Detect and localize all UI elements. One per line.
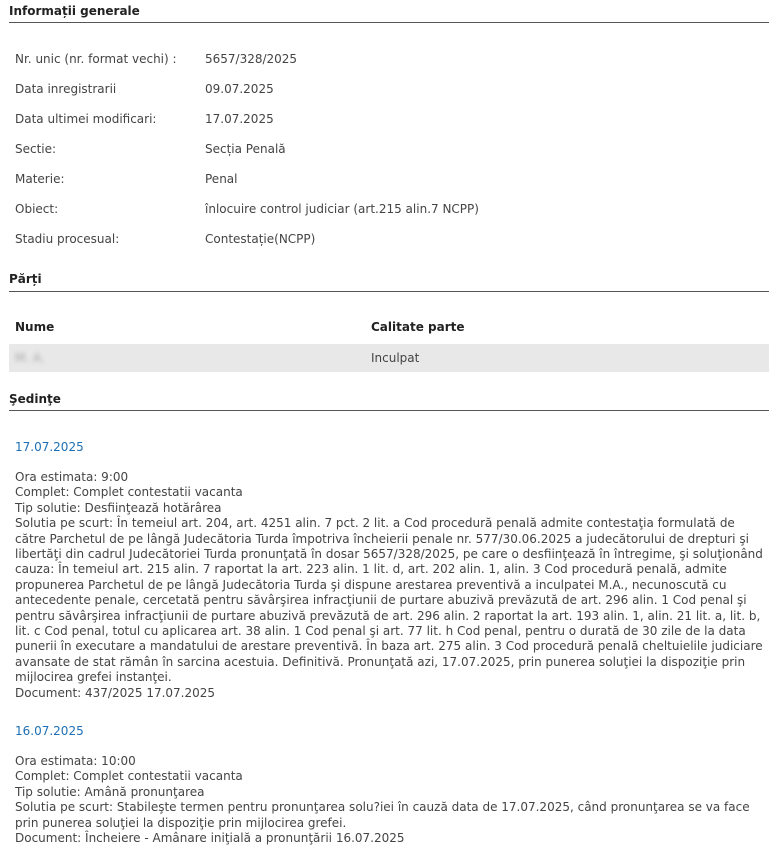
section-title-info: Informații generale [9,4,140,18]
info-row [15,82,765,98]
section-divider [9,410,769,411]
info-value: 17.07.2025 [205,112,274,126]
section-title-sedinte: Şedinţe [9,392,61,406]
hearing-entry [15,440,765,701]
parti-table-header [9,313,769,341]
hearing-date: 17.07.2025 [15,440,84,454]
party-name-redacted: M. A. [15,351,45,365]
info-row [15,232,765,248]
hearing-solution-summary: Solutia pe scurt: Stabileşte termen pentru pronunţarea solu?iei în cauză data de 17.07.2025, când pronunţarea se va face prin punerea soluţiei la dispoziţie prin mijlocirea grefei. [15,800,750,830]
column-header-role: Calitate parte [371,320,465,334]
hearing-panel: Complet: Complet contestatii vacanta [15,769,243,784]
hearing-solution-summary: Solutia pe scurt: În temeiul art. 204, art. 4251 alin. 7 pct. 2 lit. a Cod procedură penală admite contestaţia formulată de către Parchetul de pe lângă Judecătoria Turda împotriva încheierii penale nr. 577/30.06.2025 a judecătorului de drepturi şi libertăţi din cadrul Judecătoriei Turda pronunţată în dosar 5657/328/2025, pe care o desfiinţează în întregime, şi soluţionând cauza: În temeiul art. 215 alin. 7 raportat la art. 223 alin. 1 lit. d, art. 202 alin. 1, alin. 3 Cod procedură penală, admite propunerea Parchetul de pe lângă Judecătoria Turda şi dispune arestarea preventivă a inculpatei M.A., necunoscută cu antecedente penale, cercetată pentru săvârşirea infracţiunii de purtare abuzivă prevăzută de art. 296 alin. 1 Cod penal şi pentru săvârşirea infracţiunii de purtare abuzivă prevăzută de art. 296 alin. 2 raportat la art. 193 alin. 1, alin. 21 lit. a, lit. b, lit. c Cod penal, totul cu aplicarea art. 38 alin. 1 Cod penal şi art. 77 lit. h Cod penal, pentru o durată de 30 zile de la data punerii în executare a mandatului de arestare preventivă. În baza art. 275 alin. 3 Cod procedură penală cheltuielile judiciare avansate de stat rămân în sarcina acestuia. Definitivă. Pronunţată azi, 17.07.2025, prin punerea soluţiei la dispoziţie prin mijlocirea grefei instanţei. [15,516,763,685]
info-value: 5657/328/2025 [205,52,298,66]
hearing-date: 16.07.2025 [15,724,84,738]
table-row [9,344,769,372]
info-label: Nr. unic (nr. format vechi) : [15,52,177,66]
section-divider [9,22,769,23]
hearing-document: Document: 437/2025 17.07.2025 [15,685,216,700]
info-row [15,172,765,188]
hearing-time: Ora estimata: 10:00 [15,754,136,768]
info-value: Penal [205,172,238,186]
info-value: înlocuire control judiciar (art.215 alin.7 NCPP) [205,202,479,216]
info-row [15,52,765,68]
column-header-name: Nume [15,320,55,334]
info-row [15,142,765,158]
hearing-document: Document: Încheiere - Amânare iniţială a pronunţării 16.07.2025 [15,831,405,846]
info-row [15,202,765,218]
info-label: Obiect: [15,202,59,216]
info-label: Sectie: [15,142,57,156]
party-role: Inculpat [371,351,420,365]
info-value: Secția Penală [205,142,286,156]
hearing-entry [15,724,765,846]
hearing-panel: Complet: Complet contestatii vacanta [15,485,243,500]
info-label: Materie: [15,172,65,186]
section-divider [9,291,769,292]
hearing-solution-type: Tip solutie: Amână pronunţarea [15,784,205,799]
info-label: Data ultimei modificari: [15,112,157,126]
info-value: Contestație(NCPP) [205,232,316,246]
info-label: Data inregistrarii [15,82,117,96]
info-value: 09.07.2025 [205,82,274,96]
hearing-time: Ora estimata: 9:00 [15,470,129,484]
hearing-solution-type: Tip solutie: Desfiinţează hotărârea [15,500,222,515]
info-row [15,112,765,128]
section-title-parti: Părți [9,272,42,286]
info-label: Stadiu procesual: [15,232,120,246]
